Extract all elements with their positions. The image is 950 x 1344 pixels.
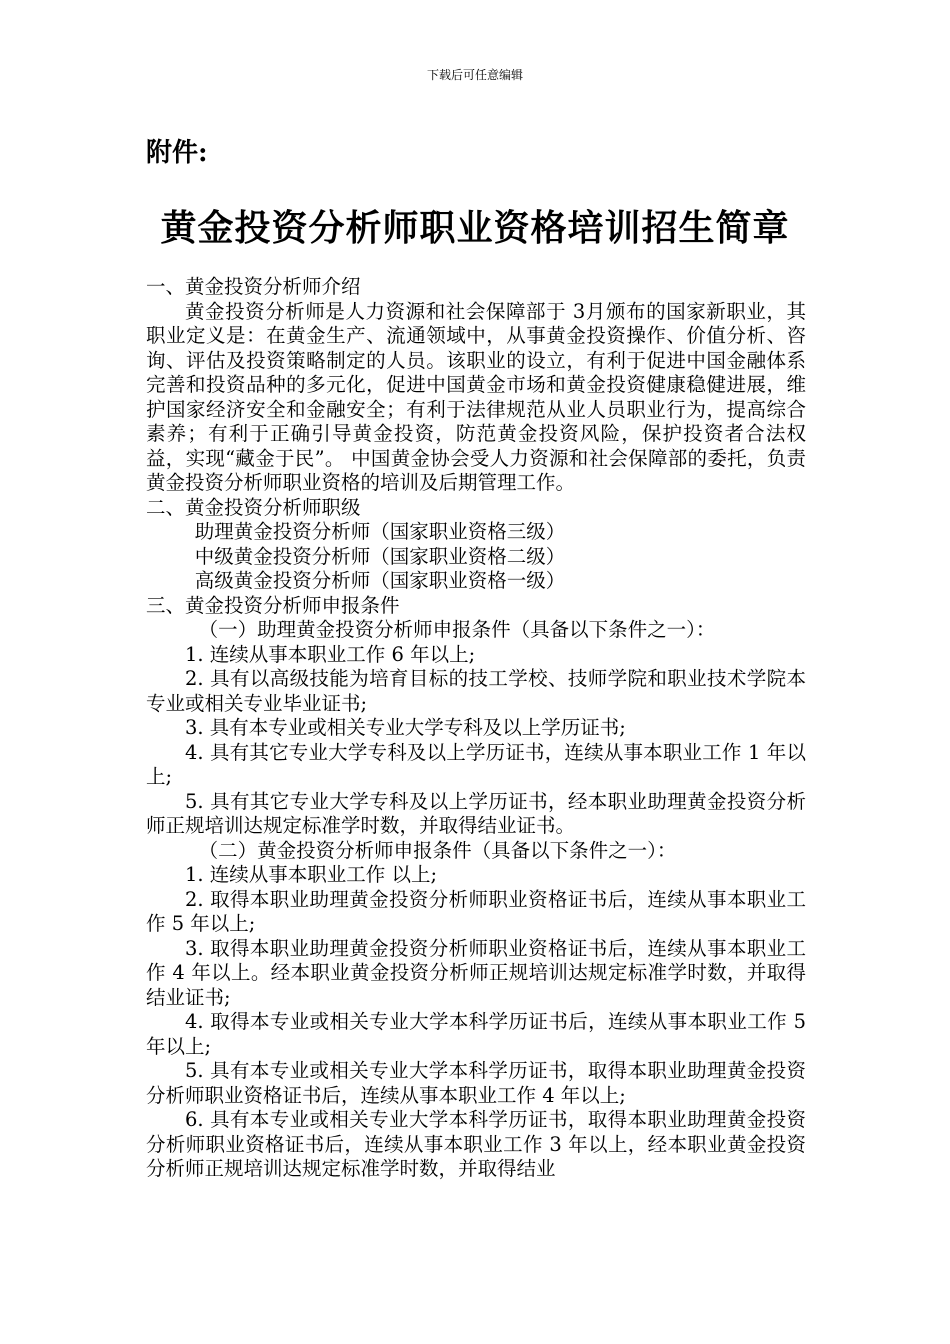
section-1-paragraph: 黄金投资分析师是人力资源和社会保障部于 3月颁布的国家新职业，其职业定义是：在黄金生产、流通领域中，从事黄金投资操作、价值分析、咨询、评估及投资策略制定的人员。该职业的设立，有利于促进中国金融体系完善和投资品种的多元化，促进中国黄金市场和黄金投资健康稳健进展，维护国家经济安全和金融安全；有利于法律规范从业人员职业行为，提高综合素养；有利于正确引导黄金投资，防范黄金投资风险，保护投资者合法权益，实现“藏金于民”。 中国黄金协会受人力资源和社会保障部的委托，负责黄金投资分析师职业资格的培训及后期管理工作。 xyxy=(146,299,806,494)
section-3-heading: 三、黄金投资分析师申报条件 xyxy=(146,593,400,617)
condition-item: 6. 具有本专业或相关专业大学本科学历证书，取得本职业助理黄金投资分析师职业资格证书后，连续从事本职业工作 3 年以上，经本职业黄金投资分析师正规培训达规定标准学时数，并取得结业 xyxy=(146,1108,806,1180)
condition-item: 3. 取得本职业助理黄金投资分析师职业资格证书后，连续从事本职业工作 4 年以上。经本职业黄金投资分析师正规培训达规定标准学时数，并取得结业证书; xyxy=(146,936,806,1009)
condition-item: 1. 连续从事本职业工作 以上; xyxy=(185,863,438,886)
section-2-heading: 二、黄金投资分析师职级 xyxy=(146,495,361,519)
level-item: 助理黄金投资分析师（国家职业资格三级） xyxy=(194,520,566,543)
condition-item: 4. 具有其它专业大学专科及以上学历证书，连续从事本职业工作 1 年以上; xyxy=(146,740,806,788)
condition-item: 3. 具有本专业或相关专业大学专科及以上学历证书; xyxy=(185,716,626,739)
subsection-1-heading: （一）助理黄金投资分析师申报条件（具备以下条件之一）： xyxy=(198,618,716,641)
section-1-heading: 一、黄金投资分析师介绍 xyxy=(146,275,361,298)
header-note: 下载后可任意编辑 xyxy=(426,68,523,82)
document-title: 黄金投资分析师职业资格培训招生简章 xyxy=(160,207,790,249)
condition-item: 2. 具有以高级技能为培育目标的技工学校、技师学院和职业技术学院本专业或相关专业毕业证书; xyxy=(146,667,806,715)
attachment-label: 附件: xyxy=(146,138,208,168)
level-item: 中级黄金投资分析师（国家职业资格二级） xyxy=(194,544,566,568)
condition-item: 1. 连续从事本职业工作 6 年以上; xyxy=(185,642,476,666)
condition-item: 4. 取得本专业或相关专业大学本科学历证书后，连续从事本职业工作 5 年以上; xyxy=(146,1010,806,1058)
level-item: 高级黄金投资分析师（国家职业资格一级） xyxy=(194,569,566,592)
subsection-2-heading: （二）黄金投资分析师申报条件（具备以下条件之一）： xyxy=(198,838,677,862)
condition-item: 2. 取得本职业助理黄金投资分析师职业资格证书后，连续从事本职业工作 5 年以上; xyxy=(146,887,806,935)
document-body xyxy=(146,275,806,1182)
condition-item: 5. 具有其它专业大学专科及以上学历证书，经本职业助理黄金投资分析师正规培训达规定标准学时数，并取得结业证书。 xyxy=(146,789,806,837)
condition-item: 5. 具有本专业或相关专业大学本科学历证书，取得本职业助理黄金投资分析师职业资格证书后，连续从事本职业工作 4 年以上; xyxy=(146,1059,806,1107)
